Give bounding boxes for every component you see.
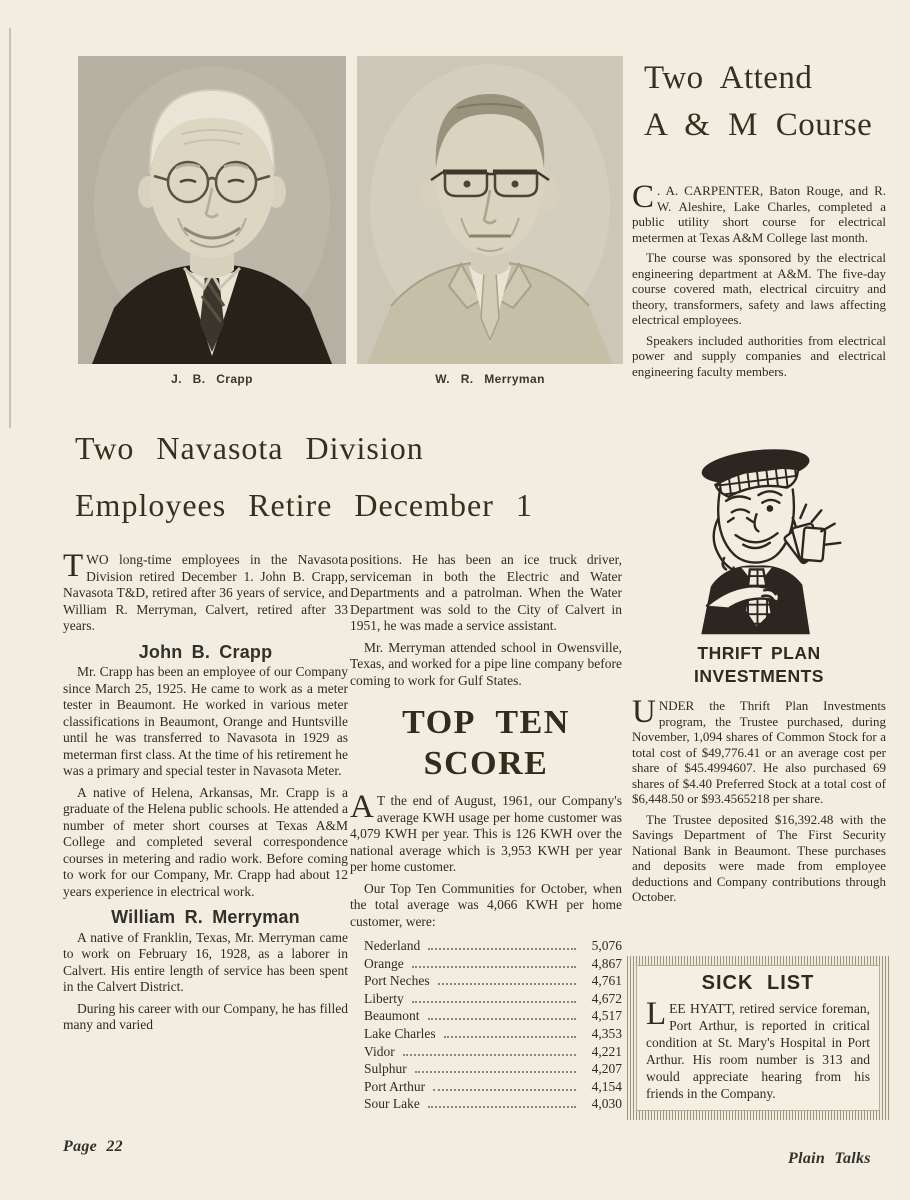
retire-article-column-1 xyxy=(63,548,348,1039)
thrift-paragraph-2: The Trustee deposited $16,392.48 with the Savings Department of The First Security National Bank in Beaumont. These purchases and deposits were made from employee deductions and Company contributions through October. xyxy=(632,811,886,904)
dotted-leader xyxy=(428,1106,576,1108)
portrait-merryman-illustration xyxy=(357,56,623,364)
dotted-leader xyxy=(412,966,576,968)
topten-dropcap: A xyxy=(350,789,374,825)
topten-row: Orange 4,867 xyxy=(364,955,622,971)
retire-intro-dropcap: T xyxy=(63,548,84,584)
attend-paragraph-1: C . A. CARPENTER, Baton Rouge, and R. W. Aleshire, Lake Charles, completed a public utility short course for electrical metermen at Texas A&M College last month. xyxy=(632,179,886,245)
merryman-paragraph-2: During his career with our Company, he has filled many and varied xyxy=(63,1000,348,1032)
sick-dropcap: L xyxy=(646,996,667,1032)
attend-paragraph-2: The course was sponsored by the electrical engineering department at A&M. The five-day course covered math, electrical circuitry and theory, transformers, safety and laws affecting electrical employees. xyxy=(632,250,886,327)
subhead-william-r-merryman: William R. Merryman xyxy=(111,907,300,927)
attend-article xyxy=(632,179,886,384)
topten-paragraph-1: A T the end of August, 1961, our Company's average KWH usage per home customer was 4,079 KWH per year. This is 126 KWH over the national average which is 3,953 KWH per year per home customer. xyxy=(350,789,622,874)
dotted-leader xyxy=(444,1036,576,1038)
dotted-leader xyxy=(412,1001,576,1003)
sick-list-paragraph: LEE HYATT, retired service foreman, Port Arthur, is reported in critical condition at St. Mary's Hospital in Port Arthur. His room number is 313 and would appreciate hearing from his friends in the Company. xyxy=(646,996,870,1101)
dotted-leader xyxy=(428,948,576,950)
publication-name: Plain Talks xyxy=(788,1150,871,1167)
retire-intro-paragraph: TWO long-time employees in the Navasota Division retired December 1. John B. Crapp, Navasota T&D, retired after 36 years of service, and William R. Merryman, Calvert, retired after 33 years. xyxy=(63,548,348,633)
photo-caption-merryman: W. R. Merryman xyxy=(435,372,545,386)
merryman-paragraph-1: A native of Franklin, Texas, Mr. Merryman came to work on February 16, 1928, as a laborer in Calvert. His entire length of service has been spent in the Calvert District. xyxy=(63,929,348,994)
topten-row: Sour Lake 4,030 xyxy=(364,1096,622,1112)
dotted-leader xyxy=(438,983,576,985)
topten-community-list xyxy=(350,937,622,1113)
topten-row: Beaumont 4,517 xyxy=(364,1008,622,1024)
portrait-photo-crapp xyxy=(78,56,346,364)
crapp-paragraph-2: A native of Helena, Arkansas, Mr. Crapp is a graduate of the Helena public schools. He attended a number of meter short courses at Texas A&M College and completed several correspondence courses in metering and radio work. Before coming to work for our Company, Mr. Crapp had about 12 years experience in electrical work. xyxy=(63,784,348,899)
thrift-dropcap: U xyxy=(632,694,656,730)
crapp-paragraph-1: Mr. Crapp has been an employee of our Company since March 25, 1925. He came to work as a meter tester in Beaumont. He worked in various meter classifications in Beaumont, Orange and Huntsville until he was transferred to Navasota in 1929 as meterman first class. At the time of his retirement he was a primary and special tester in Navasota Meter. xyxy=(63,664,348,778)
page-number: Page 22 xyxy=(63,1138,123,1155)
sick-list-title: SICK LIST xyxy=(701,972,815,994)
attend-paragraph-3: Speakers included authorities from electrical power and supply companies and electrical engineering faculty members. xyxy=(632,332,886,379)
portrait-photo-merryman xyxy=(357,56,623,364)
subhead-john-b-crapp: John B. Crapp xyxy=(138,641,273,662)
thrift-scotsman-cartoon-icon xyxy=(655,438,860,638)
topten-row: Vidor 4,221 xyxy=(364,1043,622,1059)
attend-title-line2: A & M Course xyxy=(644,107,873,143)
portrait-crapp-illustration xyxy=(78,56,346,364)
thrift-paragraph-1: UNDER the Thrift Plan Investments program, the Trustee purchased, during November, 1,094 shares of Common Stock for a total cost of $49,776.41 or an average cost per share of $45.4994607. He also purchased 69 shares of $4.40 Preferred Stock at a total cost of $6,448.50 or $93.4565218 per share. xyxy=(632,694,886,806)
photo-caption-crapp: J. B. Crapp xyxy=(171,372,253,386)
attend-dropcap: C xyxy=(632,179,655,215)
topten-paragraph-2: Our Top Ten Communities for October, when the total average was 4,066 KWH per home customer, were: xyxy=(350,880,622,929)
topten-row: Nederland 5,076 xyxy=(364,938,622,953)
topten-title: TOP TEN SCORE xyxy=(402,704,570,782)
dotted-leader xyxy=(415,1071,576,1073)
dotted-leader xyxy=(433,1089,576,1091)
sick-list-box xyxy=(627,956,889,1120)
merryman-continued-paragraph-2: Mr. Merryman attended school in Owensville, Texas, and worked for a pipe line company before coming to work for Gulf States. xyxy=(350,639,622,688)
topten-row: Sulphur 4,207 xyxy=(364,1061,622,1077)
dotted-leader xyxy=(403,1054,576,1056)
topten-row: Port Neches 4,761 xyxy=(364,973,622,989)
retire-article-column-2 xyxy=(350,552,622,1113)
thrift-heading: THRIFT PLAN INVESTMENTS xyxy=(694,643,824,686)
merryman-continued-paragraph-1: positions. He has been an ice truck driver, serviceman in both the Electric and Water Departments and a patrolman. When the Water Department was sold to the City of Calvert in 1951, he was made a service assistant. xyxy=(350,552,622,633)
topten-row: Lake Charles 4,353 xyxy=(364,1025,622,1041)
attend-title-line1: Two Attend xyxy=(644,60,813,96)
scan-artifact-line xyxy=(9,28,11,428)
thrift-article xyxy=(632,694,886,910)
dotted-leader xyxy=(428,1018,577,1020)
topten-row: Liberty 4,672 xyxy=(364,990,622,1006)
retire-headline-line1: Two Navasota Division xyxy=(75,430,424,466)
topten-row: Port Arthur 4,154 xyxy=(364,1078,622,1094)
retire-headline-line2: Employees Retire December 1 xyxy=(75,487,533,523)
